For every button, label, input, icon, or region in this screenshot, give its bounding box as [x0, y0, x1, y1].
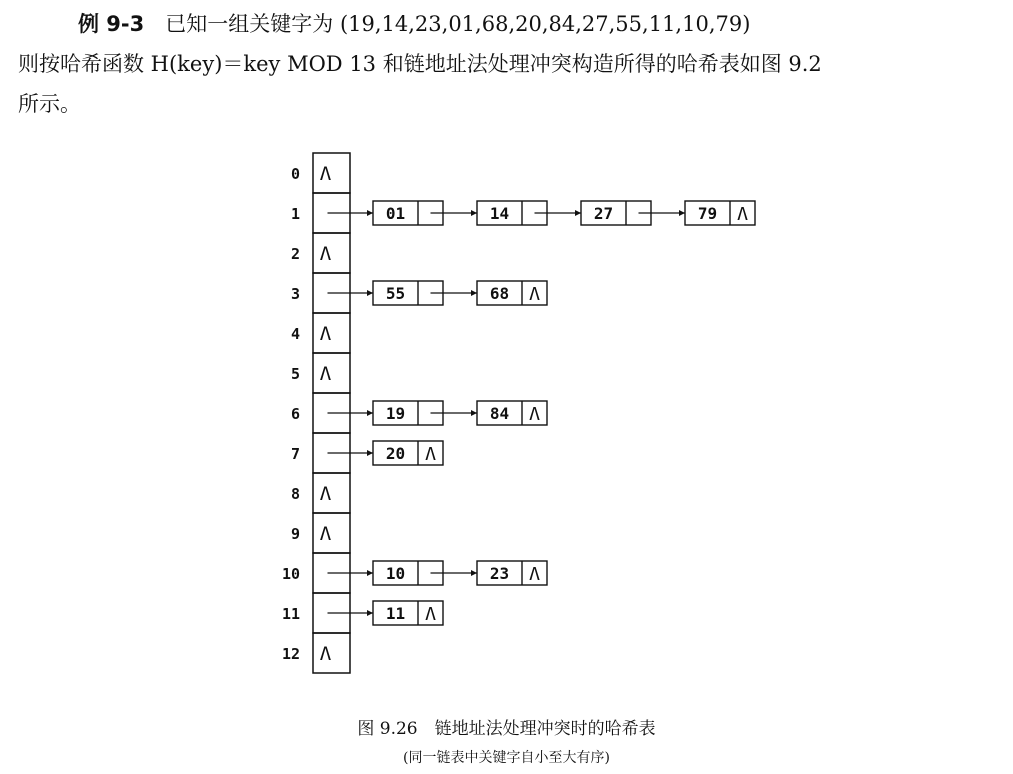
null-pointer-symbol: Λ	[425, 604, 436, 625]
null-pointer-symbol: Λ	[319, 483, 332, 505]
slot-index-label: 7	[290, 445, 300, 463]
slot-index-label: 10	[281, 565, 300, 583]
node-key: 68	[489, 284, 510, 303]
intro-line-2: 则按哈希函数 H(key)＝key MOD 13 和链地址法处理冲突构造所得的哈希表如图 9.2	[18, 52, 822, 76]
null-pointer-symbol: Λ	[319, 643, 332, 665]
null-pointer-symbol: Λ	[319, 363, 332, 385]
node-key: 10	[385, 564, 406, 583]
null-pointer-symbol: Λ	[529, 284, 540, 305]
null-pointer-symbol: Λ	[319, 243, 332, 265]
slot-index-label: 4	[290, 325, 300, 343]
slot-index-label: 12	[281, 645, 300, 663]
hash-slot	[313, 153, 350, 193]
intro-keys: 已知一组关键字为 (19,14,23,01,68,20,84,27,55,11,10,79)	[165, 12, 751, 36]
node-key: 79	[697, 204, 718, 223]
node-key: 14	[489, 204, 510, 223]
hash-slot	[313, 513, 350, 553]
node-key: 84	[489, 404, 510, 423]
slot-index-label: 6	[290, 405, 300, 423]
intro-line-3: 所示。	[18, 92, 81, 116]
figure-caption: 图 9.26 链地址法处理冲突时的哈希表	[357, 719, 656, 739]
figure-note: (同一链表中关键字自小至大有序)	[403, 750, 610, 766]
slot-index-label: 2	[290, 245, 300, 263]
slot-index-label: 1	[290, 205, 300, 223]
node-key: 27	[593, 204, 614, 223]
node-key: 20	[385, 444, 406, 463]
null-pointer-symbol: Λ	[319, 323, 332, 345]
node-key: 11	[385, 604, 406, 623]
slot-index-label: 3	[290, 285, 300, 303]
slot-index-label: 0	[290, 165, 300, 183]
hash-slot	[313, 633, 350, 673]
hash-slot	[313, 313, 350, 353]
hash-slot	[313, 353, 350, 393]
null-pointer-symbol: Λ	[529, 404, 540, 425]
hash-slot	[313, 233, 350, 273]
slot-index-label: 8	[290, 485, 300, 503]
node-key: 01	[385, 204, 406, 223]
hash-slot	[313, 473, 350, 513]
null-pointer-symbol: Λ	[529, 564, 540, 585]
node-key: 23	[489, 564, 510, 583]
node-key: 19	[385, 404, 406, 423]
slot-index-label: 11	[281, 605, 300, 623]
node-key: 55	[385, 284, 406, 303]
slot-index-label: 5	[290, 365, 300, 383]
null-pointer-symbol: Λ	[319, 523, 332, 545]
null-pointer-symbol: Λ	[737, 204, 748, 225]
chain-lists	[328, 201, 756, 625]
slot-index-label: 9	[290, 525, 300, 543]
example-label: 例 9-3	[78, 12, 145, 36]
null-pointer-symbol: Λ	[425, 444, 436, 465]
null-pointer-symbol: Λ	[319, 163, 332, 185]
